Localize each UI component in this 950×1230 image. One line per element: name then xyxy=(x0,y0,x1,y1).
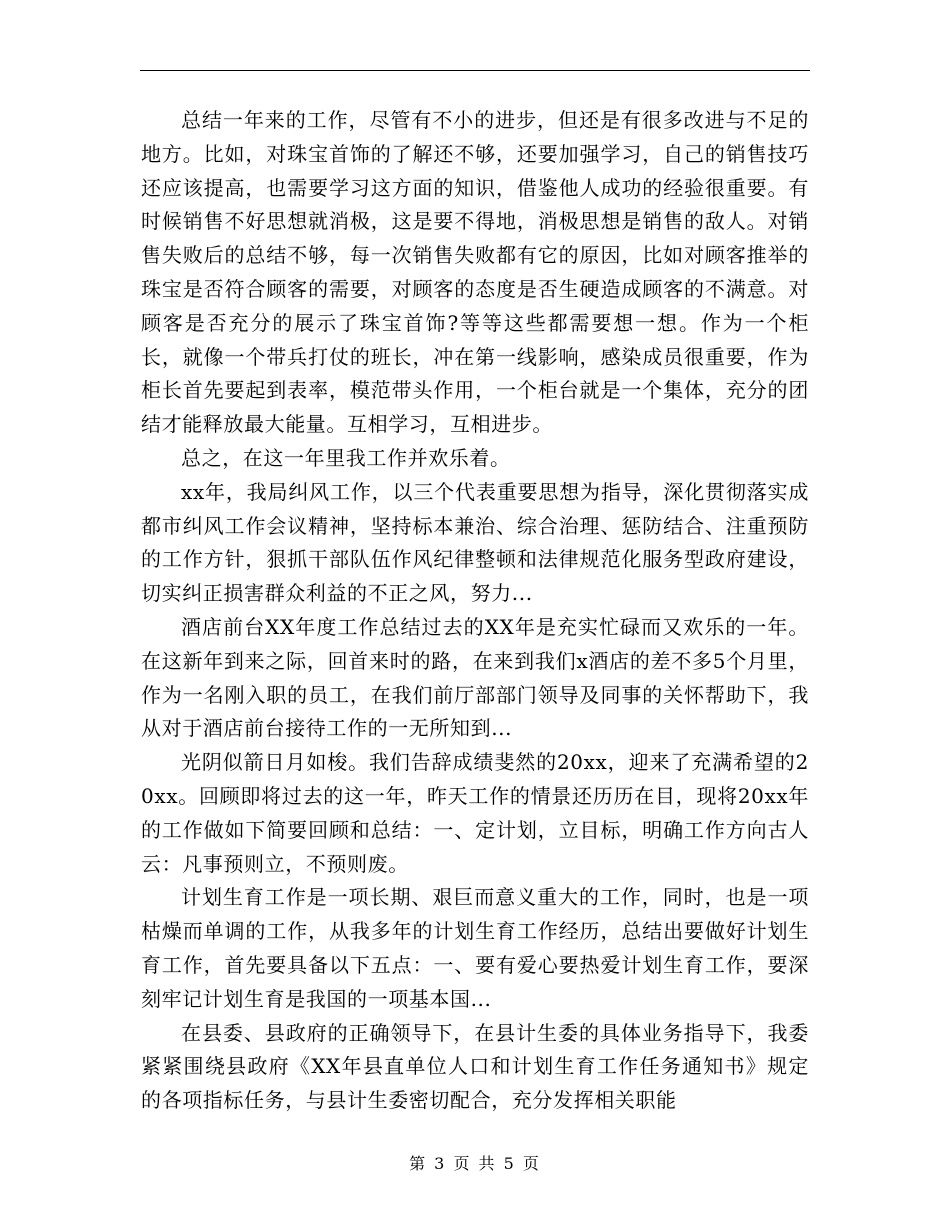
paragraph-7: 在县委、县政府的正确领导下，在县计生委的具体业务指导下，我委紧紧围绕县政府《XX年县直单位人口和计划生育工作任务通知书》规定的各项指标任务，与县计生委密切配合，充分发挥相关职能 xyxy=(141,1020,809,1113)
paragraph-4: 酒店前台XX年度工作总结过去的XX年是充实忙碌而又欢乐的一年。在这新年到来之际，回首来时的路，在来到我们x酒店的差不多5个月里，作为一名刚入职的员工，在我们前厅部部门领导及同事的关怀帮助下，我从对于酒店前台接待工作的一无所知到... xyxy=(141,614,809,741)
paragraph-3: xx年，我局纠风工作，以三个代表重要思想为指导，深化贯彻落实成都市纠风工作会议精神，坚持标本兼治、综合治理、惩防结合、注重预防的工作方针，狠抓干部队伍作风纪律整顿和法律规范化服务型政府建设，切实纠正损害群众利益的不正之风，努力... xyxy=(141,479,809,606)
paragraph-5: 光阴似箭日月如梭。我们告辞成绩斐然的20xx，迎来了充满希望的20xx。回顾即将过去的这一年，昨天工作的情景还历历在目，现将20xx年的工作做如下简要回顾和总结：一、定计划，立目标，明确工作方向古人云：凡事预则立，不预则废。 xyxy=(141,750,809,876)
paragraph-6: 计划生育工作是一项长期、艰巨而意义重大的工作，同时，也是一项枯燥而单调的工作，从我多年的计划生育工作经历，总结出要做好计划生育工作，首先要具备以下五点：一、要有爱心要热爱计划生育工作，要深刻牢记计划生育是我国的一项基本国... xyxy=(141,885,809,1011)
page-number-footer: 第 3 页 共 5 页 xyxy=(409,1154,541,1173)
paragraph-1: 总结一年来的工作，尽管有不小的进步，但还是有很多改进与不足的地方。比如，对珠宝首饰的了解还不够，还要加强学习，自己的销售技巧还应该提高，也需要学习这方面的知识，借鉴他人成功的经验很重要。有时候销售不好思想就消极，这是要不得地，消极思想是销售的敌人。对销售失败后的总结不够，每一次销售失败都有它的原因，比如对顾客推举的珠宝是否符合顾客的需要，对顾客的态度是否生硬造成顾客的不满意。对顾客是否充分的展示了珠宝首饰?等等这些都需要想一想。作为一个柜长，就像一个带兵打仗的班长，冲在第一线影响，感染成员很重要，作为柜长首先要起到表率，模范带头作用，一个柜台就是一个集体，充分的团结才能释放最大能量。互相学习，互相进步。 xyxy=(141,108,809,437)
header-rule xyxy=(140,70,810,71)
paragraph-2: 总之，在这一年里我工作并欢乐着。 xyxy=(181,445,511,470)
document-body xyxy=(141,104,809,1118)
